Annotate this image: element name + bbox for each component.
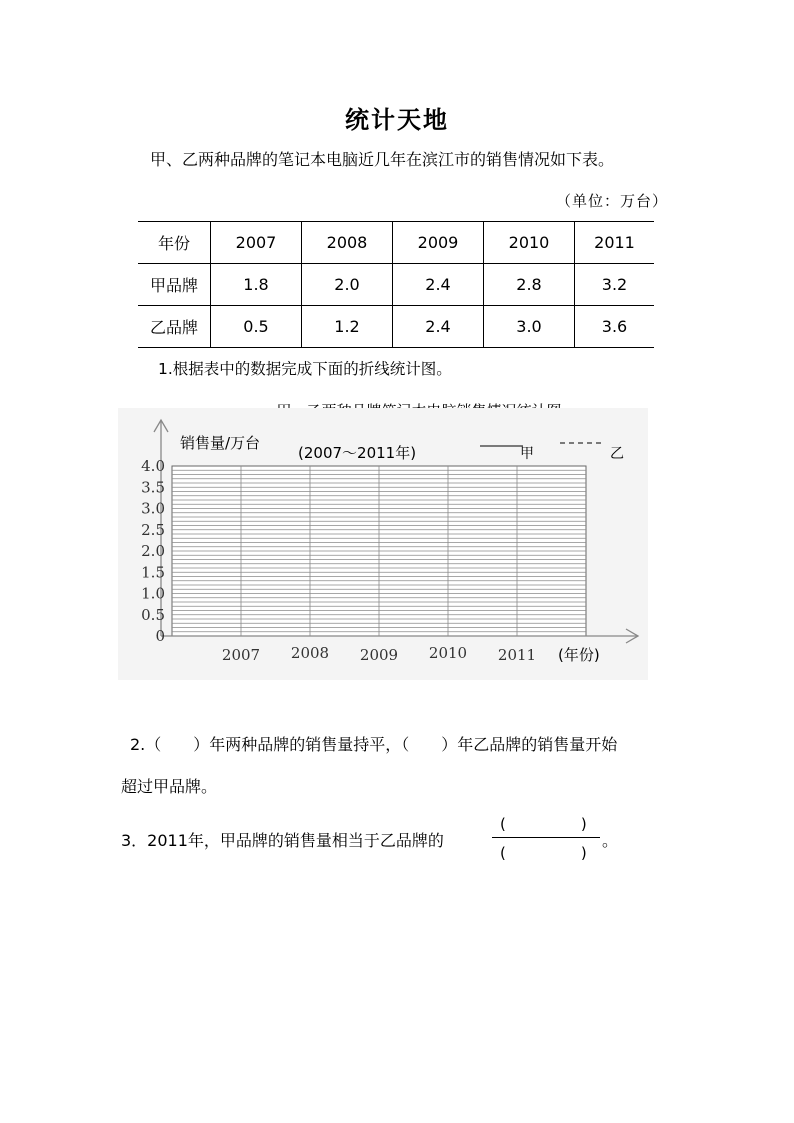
y-axis-label: 销售量/万台 (180, 434, 261, 452)
table-cell: 2.8 (484, 264, 575, 306)
table-header-cell: 年份 (138, 222, 211, 264)
y-tick-label: 3.0 (141, 499, 165, 518)
page-title: 统计天地 (345, 105, 449, 134)
y-tick-label: 1.0 (141, 584, 165, 603)
chart-subtitle: (2007～2011年) (298, 444, 417, 462)
y-tick-label: 0.5 (141, 605, 165, 624)
table-cell: 3.2 (575, 264, 655, 306)
x-tick-label: 2008 (290, 644, 330, 662)
table-cell: 2.0 (302, 264, 393, 306)
y-tick-labels (141, 457, 165, 645)
fraction-numerator-blank[interactable]: ( ) (500, 815, 587, 833)
x-tick-label: 2011 (497, 646, 537, 664)
question-2-line-2: 超过甲品牌。 (121, 777, 218, 796)
question-2-line-1: 2.（ ）年两种品牌的销售量持平，（ ）年乙品牌的销售量开始 (130, 735, 618, 754)
y-tick-label: 4.0 (141, 457, 165, 475)
y-tick-label: 3.5 (141, 478, 165, 497)
table-cell: 乙品牌 (138, 306, 211, 348)
sales-table (138, 221, 654, 348)
y-tick-label: 0 (155, 627, 165, 645)
line-chart (118, 408, 648, 680)
y-tick-label: 2.0 (141, 542, 165, 560)
table-header-row (138, 222, 654, 264)
legend-label-jia: 甲 (520, 446, 534, 462)
question-3-end: 。 (602, 831, 619, 850)
table-cell: 甲品牌 (138, 264, 211, 306)
question-1: 1.根据表中的数据完成下面的折线统计图。 (158, 360, 452, 378)
y-tick-label: 2.5 (141, 520, 165, 539)
x-tick-label: 2010 (428, 644, 468, 662)
table-cell: 3.0 (484, 306, 575, 348)
fraction-blank (492, 811, 600, 861)
table-header-cell: 2010 (484, 222, 575, 264)
table-header-cell: 2008 (302, 222, 393, 264)
table-cell: 1.2 (302, 306, 393, 348)
chart-grid (172, 466, 586, 636)
table-cell: 3.6 (575, 306, 655, 348)
fraction-denominator-blank[interactable]: ( ) (500, 844, 587, 862)
question-3: 3．2011年，甲品牌的销售量相当于乙品牌的 (121, 831, 444, 850)
table-cell: 2.4 (393, 306, 484, 348)
x-axis-label: (年份) (558, 646, 600, 664)
x-tick-label: 2007 (221, 646, 261, 664)
y-tick-label: 1.5 (141, 563, 165, 582)
table-cell: 0.5 (211, 306, 302, 348)
unit-label: （单位：万台） (556, 192, 669, 210)
x-tick-label: 2009 (359, 646, 399, 664)
table-header-cell: 2011 (575, 222, 655, 264)
fraction-bar (492, 837, 600, 838)
table-row (138, 306, 654, 348)
table-cell: 1.8 (211, 264, 302, 306)
table-cell: 2.4 (393, 264, 484, 306)
legend-label-yi: 乙 (610, 446, 624, 462)
table-header-cell: 2009 (393, 222, 484, 264)
table-header-cell: 2007 (211, 222, 302, 264)
table-row (138, 264, 654, 306)
intro-text: 甲、乙两种品牌的笔记本电脑近几年在滨江市的销售情况如下表。 (150, 150, 615, 169)
